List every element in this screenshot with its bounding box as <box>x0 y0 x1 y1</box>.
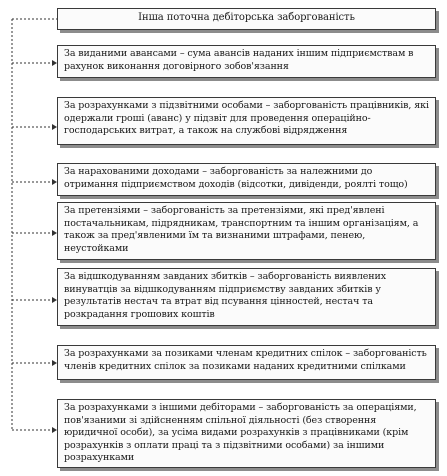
item-box-accrued-income <box>57 163 436 196</box>
item-box-damages <box>57 268 436 326</box>
item-text-advances: За виданими авансами – сума авансів наданих іншим підприємствам в рахунок виконання договірного зобов'язання <box>64 48 414 72</box>
item-text-other-debtors: За розрахунками з іншими дебіторами – заборгованість за операціями, пов'язаними зі здійсненням спільної діяльності (без створення юридичної особи), за усіма видами розрахунків з працівниками (крім розрахунків з оплати праці та з підзвітними особами) за іншими розрахунками <box>64 402 417 463</box>
header-box <box>57 8 436 30</box>
item-text-credit-union-loans: За розрахунками за позиками членам кредитних спілок – заборгованість членів кредитних спілок за позиками наданих кредитними спілками <box>64 348 427 372</box>
item-box-claims <box>57 202 436 260</box>
item-box-credit-union-loans <box>57 345 436 380</box>
item-box-other-debtors <box>57 399 436 468</box>
header-title: Інша поточна дебіторська заборгованість <box>138 12 355 23</box>
item-text-claims: За претензіями – заборгованість за претензіями, які пред'явлені постачальникам, підрядникам, транспортним та іншим організаціям, а також за пред'явленими їм та визнаними штрафами, пенею, неустойками <box>64 205 419 254</box>
item-text-accrued-income: За нарахованими доходами – заборгованість за належними до отримання підприємством доходів (відсотки, дивіденди, роялті тощо) <box>64 166 408 190</box>
item-box-advances <box>57 45 436 78</box>
item-text-accountable-persons: За розрахунками з підзвітними особами – заборгованість працівників, які одержали гроші (аванс) у підзвіт для проведення операційно-господарських витрат, а також на службові відрядження <box>64 100 429 136</box>
item-text-damages: За відшкодуванням завданих збитків – заборгованість виявлених винуватців за відшкодуванням підприємству завданих збитків у результатів нестач та втрат від псування цінностей, нестач та розкрадання грошових коштів <box>64 271 387 320</box>
item-box-accountable-persons <box>57 97 436 145</box>
branch-arrows <box>12 60 57 433</box>
